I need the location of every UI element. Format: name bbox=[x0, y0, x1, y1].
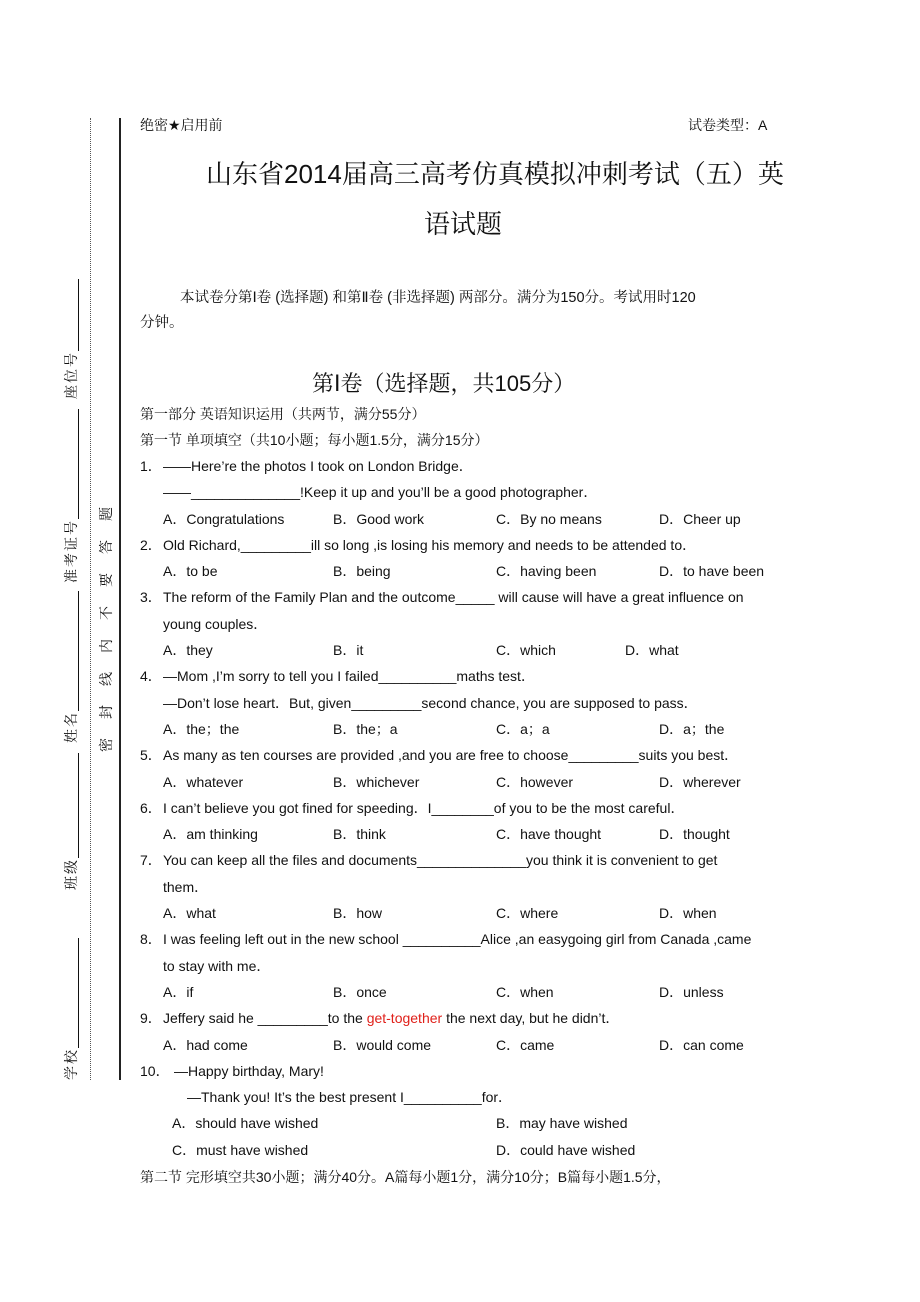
question-line bbox=[140, 874, 800, 900]
text-segment: to stay with me． bbox=[163, 957, 271, 974]
question-text bbox=[163, 953, 270, 979]
question-text bbox=[163, 795, 684, 821]
seat-number-field[interactable] bbox=[64, 279, 79, 351]
answer-option[interactable]: B．the；a bbox=[333, 720, 398, 737]
school-field[interactable] bbox=[64, 938, 79, 1048]
text-segment: Old Richard,_________ill so long ,is losing his memory and needs to be attended to． bbox=[163, 536, 697, 553]
question-line bbox=[140, 584, 800, 610]
intro-line1: 本试卷分第Ⅰ卷 (选择题) 和第Ⅱ卷 (非选择题) 两部分。满分为150分。考试用时120 bbox=[180, 290, 696, 306]
answer-option[interactable]: A．the；the bbox=[163, 720, 240, 737]
name-label: 姓名 bbox=[63, 711, 79, 743]
answer-option[interactable]: C．however bbox=[496, 773, 574, 790]
answer-option[interactable]: D．Cheer up bbox=[659, 510, 741, 527]
text-segment: young couples． bbox=[163, 615, 268, 632]
question-3 bbox=[140, 584, 800, 663]
question-10 bbox=[140, 1058, 800, 1163]
answer-option[interactable]: B．think bbox=[333, 826, 386, 843]
answer-option[interactable]: C．must have wished bbox=[172, 1141, 309, 1158]
options-row bbox=[140, 821, 800, 847]
text-segment: ——______________!Keep it up and you’ll be a good photographer． bbox=[163, 484, 598, 501]
answer-option[interactable]: B．it bbox=[333, 642, 364, 659]
question-line bbox=[140, 1058, 800, 1084]
question-line bbox=[140, 742, 800, 768]
question-4 bbox=[140, 663, 800, 742]
question-text bbox=[163, 479, 597, 505]
text-segment: Mom ,I’m sorry to tell you I failed__________maths test． bbox=[177, 668, 535, 685]
question-8 bbox=[140, 926, 800, 1005]
seal-line-notice: 密封线内不要答题 bbox=[98, 488, 114, 752]
question-text bbox=[174, 1058, 324, 1084]
question-6 bbox=[140, 795, 800, 848]
school-label: 学校 bbox=[63, 1048, 79, 1080]
options-row bbox=[140, 506, 800, 532]
class-label: 班级 bbox=[63, 858, 79, 890]
question-line bbox=[140, 953, 800, 979]
question-text bbox=[163, 926, 751, 952]
question-line bbox=[140, 532, 800, 558]
answer-option[interactable]: A．Congratulations bbox=[163, 510, 285, 527]
part1-section2-heading: 第二节 完形填空共30小题；满分40分。A篇每小题1分，满分10分；B篇每小题1.5分， bbox=[140, 1169, 671, 1185]
question-number: 7． bbox=[140, 852, 162, 869]
question-2 bbox=[140, 532, 800, 585]
question-9 bbox=[140, 1005, 800, 1058]
options-row bbox=[140, 900, 800, 926]
text-segment: I was feeling left out in the new school __________Alice ,an easygoing girl from Canada ,came bbox=[163, 931, 752, 948]
answer-option[interactable]: A．should have wished bbox=[172, 1115, 319, 1132]
highlighted-term: get-together bbox=[366, 1010, 443, 1027]
question-line bbox=[140, 453, 800, 479]
paper-type-label: 试卷类型：A bbox=[688, 117, 768, 133]
answer-option[interactable]: C．have thought bbox=[496, 826, 602, 843]
text-segment: As many as ten courses are provided ,and you are free to choose_________suits you best． bbox=[163, 747, 739, 764]
answer-option[interactable]: B．how bbox=[333, 905, 383, 922]
intro-line2: 分钟。 bbox=[140, 315, 184, 331]
part1-heading: 第一部分 英语知识运用（共两节，满分55分） bbox=[140, 406, 426, 422]
question-text bbox=[163, 742, 738, 768]
answer-option[interactable]: C．which bbox=[496, 642, 556, 659]
question-text bbox=[163, 663, 535, 689]
answer-option[interactable]: D．can come bbox=[659, 1036, 744, 1053]
options-row bbox=[140, 716, 800, 742]
question-number: 10． bbox=[140, 1062, 170, 1079]
name-field[interactable] bbox=[64, 591, 79, 711]
text-segment: —Don’t lose heart．But, given_________second chance, you are supposed to pass． bbox=[163, 694, 698, 711]
answer-option[interactable]: C．By no means bbox=[496, 510, 602, 527]
question-text bbox=[187, 1084, 512, 1110]
question-text bbox=[163, 611, 267, 637]
text-segment: —Thank you! It’s the best present I__________for． bbox=[187, 1089, 513, 1106]
question-number: 3． bbox=[140, 589, 162, 606]
question-7 bbox=[140, 847, 800, 926]
options-row bbox=[140, 1032, 800, 1058]
answer-option[interactable]: A．if bbox=[163, 983, 194, 1000]
part1-section1-heading: 第一节 单项填空（共10小题；每小题1.5分，满分15分） bbox=[140, 432, 489, 448]
question-number: 2． bbox=[140, 536, 162, 553]
question-line bbox=[140, 847, 800, 873]
answer-option[interactable]: D．to have been bbox=[659, 563, 765, 580]
text-segment: You can keep all the files and documents______________you think it is convenient to get bbox=[163, 852, 718, 869]
question-text bbox=[163, 1005, 619, 1031]
text-segment: — bbox=[163, 668, 177, 685]
text-segment: The reform of the Family Plan and the outcome_____ will cause will have a great influence on bbox=[163, 589, 744, 606]
text-segment: them． bbox=[163, 878, 209, 895]
exam-number-field[interactable] bbox=[64, 409, 79, 519]
answer-option[interactable]: A．am thinking bbox=[163, 826, 258, 843]
answer-option[interactable]: B．once bbox=[333, 983, 387, 1000]
student-info-margin bbox=[58, 110, 84, 1080]
answer-option[interactable]: D．a；the bbox=[659, 720, 725, 737]
question-text bbox=[163, 874, 208, 900]
text-segment: ——Here’re the photos I took on London Bridge． bbox=[163, 458, 473, 474]
question-number: 1． bbox=[140, 458, 162, 474]
question-number: 8． bbox=[140, 931, 162, 948]
answer-option[interactable]: D．thought bbox=[659, 826, 730, 843]
question-number: 6． bbox=[140, 799, 162, 816]
binding-solid-line bbox=[119, 118, 121, 1080]
question-line bbox=[140, 926, 800, 952]
answer-option[interactable]: B．being bbox=[333, 563, 391, 580]
answer-option[interactable]: C．where bbox=[496, 905, 559, 922]
answer-option[interactable]: B．may have wished bbox=[496, 1115, 628, 1132]
class-field[interactable] bbox=[64, 753, 79, 858]
answer-option[interactable]: D．unless bbox=[659, 983, 724, 1000]
seat-number-label: 座位号 bbox=[63, 351, 79, 399]
options-row bbox=[140, 979, 800, 1005]
answer-option[interactable]: B．whichever bbox=[333, 773, 420, 790]
answer-option[interactable]: A．what bbox=[163, 905, 216, 922]
question-number: 9． bbox=[140, 1010, 162, 1027]
answer-option[interactable]: D．when bbox=[659, 905, 717, 922]
question-list bbox=[140, 453, 800, 1163]
exam-title-line1: 山东省2014届高三高考仿真模拟冲刺考试（五）英 bbox=[206, 159, 784, 189]
question-number: 4． bbox=[140, 668, 162, 685]
options-row bbox=[140, 637, 800, 663]
exam-number-label: 准考证号 bbox=[63, 519, 79, 583]
exam-title-line2: 语试题 bbox=[424, 209, 503, 239]
question-line bbox=[140, 479, 800, 505]
question-line bbox=[140, 690, 800, 716]
question-number: 5． bbox=[140, 747, 162, 764]
question-line bbox=[140, 611, 800, 637]
answer-option[interactable]: A．they bbox=[163, 642, 213, 659]
answer-option[interactable]: B．would come bbox=[333, 1036, 432, 1053]
question-line bbox=[140, 1084, 800, 1110]
question-text bbox=[163, 847, 717, 873]
answer-option[interactable]: A．whatever bbox=[163, 773, 244, 790]
question-line bbox=[140, 663, 800, 689]
text-segment: —Happy birthday, Mary! bbox=[174, 1062, 324, 1079]
answer-option[interactable]: C．when bbox=[496, 983, 554, 1000]
confidential-label: 绝密★启用前 bbox=[140, 117, 223, 133]
options-row bbox=[140, 1137, 800, 1163]
answer-option[interactable]: D．could have wished bbox=[496, 1141, 636, 1158]
question-text bbox=[163, 532, 696, 558]
answer-option[interactable]: A．had come bbox=[163, 1036, 248, 1053]
answer-option[interactable]: D．wherever bbox=[659, 773, 741, 790]
answer-option[interactable]: B．Good work bbox=[333, 510, 425, 527]
answer-option[interactable]: C．having been bbox=[496, 563, 597, 580]
options-row bbox=[140, 558, 800, 584]
answer-option[interactable]: A．to be bbox=[163, 563, 218, 580]
answer-option[interactable]: C．a；a bbox=[496, 720, 550, 737]
section-title: 第Ⅰ卷（选择题，共105分） bbox=[312, 371, 576, 396]
question-line bbox=[140, 795, 800, 821]
question-5 bbox=[140, 742, 800, 795]
question-text bbox=[163, 453, 473, 479]
options-row bbox=[140, 1110, 800, 1136]
question-line bbox=[140, 1005, 800, 1031]
answer-option[interactable]: C．came bbox=[496, 1036, 555, 1053]
question-1 bbox=[140, 453, 800, 532]
options-row bbox=[140, 769, 800, 795]
question-text bbox=[163, 584, 744, 610]
binding-dotted-line bbox=[90, 118, 91, 1080]
text-segment: the next day, but he didn’t． bbox=[442, 1010, 620, 1027]
text-segment: I can’t believe you got fined for speeding．I________of you to be the most careful． bbox=[163, 799, 685, 816]
question-text bbox=[163, 690, 698, 716]
answer-option[interactable]: D．what bbox=[625, 642, 679, 659]
text-segment: Jeffery said he _________to the bbox=[163, 1010, 367, 1027]
